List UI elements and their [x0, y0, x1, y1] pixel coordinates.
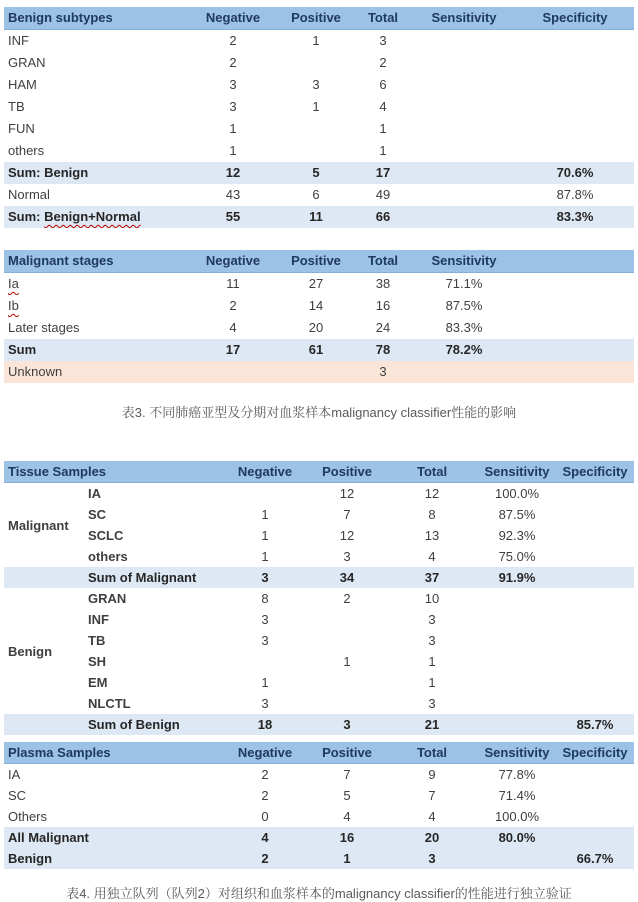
cell-negative: 2: [261, 767, 269, 782]
cell-sensitivity: [412, 184, 516, 206]
column-header-negative: Negative: [222, 742, 308, 764]
cell-negative: 3: [229, 99, 237, 114]
cell-total: 3: [379, 33, 387, 48]
cell-specificity: 83.3%: [516, 206, 634, 228]
cell-negative: 1: [261, 549, 269, 564]
cell-sensitivity: [478, 609, 556, 630]
cell-negative: 2: [261, 788, 269, 803]
cell-total: 4: [428, 549, 436, 564]
cell-negative: 4: [222, 827, 308, 848]
cell-sensitivity: 71.4%: [498, 788, 536, 803]
cell-total: 2: [379, 55, 387, 70]
row-label: others: [88, 549, 128, 564]
row-label: Others: [8, 809, 48, 824]
cell-total: 37: [386, 567, 478, 588]
cell-positive: 16: [308, 827, 386, 848]
cell-specificity: 85.7%: [556, 714, 634, 735]
cell-sensitivity: [478, 651, 556, 672]
column-header-negative: Negative: [188, 7, 278, 30]
cell-sensitivity: [412, 52, 516, 74]
cell-total: 4: [379, 99, 387, 114]
sum-of-benign-row: [4, 714, 634, 735]
cell-sensitivity: 100.0%: [494, 486, 540, 501]
cell-sensitivity: [478, 672, 556, 693]
label-prefix: Sum:: [8, 209, 45, 224]
table-row: [4, 483, 634, 505]
row-label: Sum: Benign: [4, 162, 188, 184]
column-header-malignant-stages: Malignant stages: [4, 250, 188, 273]
cell-negative: 3: [261, 696, 269, 711]
column-header-total: Total: [386, 461, 478, 483]
row-label: [4, 295, 188, 317]
cell-total: 3: [428, 696, 436, 711]
cell-sensitivity: 87.5%: [445, 298, 483, 313]
cell-specificity: [556, 693, 634, 714]
table-row: [4, 525, 634, 546]
cell-specificity: [516, 295, 634, 317]
row-label: SH: [88, 654, 107, 669]
cell-total: 8: [428, 507, 436, 522]
cell-negative: 2: [229, 33, 237, 48]
benign-subtypes-table: [4, 7, 634, 228]
column-header-specificity: Specificity: [556, 461, 634, 483]
cell-negative: 18: [222, 714, 308, 735]
cell-negative: 3: [229, 77, 237, 92]
row-label: others: [8, 143, 45, 158]
table3-caption: 表3. 不同肺癌亚型及分期对血浆样本malignancy classifier性能的影响: [121, 405, 517, 420]
cell-sensitivity: [478, 630, 556, 651]
cell-negative: 2: [229, 298, 237, 313]
all-malignant-row: [4, 827, 634, 848]
cell-total: 13: [424, 528, 440, 543]
cell-negative: 17: [188, 339, 278, 361]
row-label: SC: [8, 788, 27, 803]
column-header-positive: Positive: [308, 742, 386, 764]
table-header-row: [4, 250, 634, 273]
cell-specificity: [556, 525, 634, 546]
cell-negative: 4: [229, 320, 237, 335]
table-row: [4, 609, 634, 630]
cell-specificity: [556, 588, 634, 609]
row-label: All Malignant: [4, 827, 222, 848]
cell-positive: 3: [312, 77, 320, 92]
cell-sensitivity: [412, 74, 516, 96]
cell-specificity: [556, 764, 634, 786]
cell-positive: 61: [278, 339, 354, 361]
column-header-negative: Negative: [222, 461, 308, 483]
cell-specificity: [516, 52, 634, 74]
cell-positive: [278, 361, 354, 383]
row-label: SC: [88, 507, 107, 522]
table-row: [4, 30, 634, 53]
cell-negative: 3: [222, 567, 308, 588]
cell-positive: [278, 118, 354, 140]
cell-specificity: [556, 567, 634, 588]
cell-specificity: [556, 630, 634, 651]
column-header-positive: Positive: [308, 461, 386, 483]
cell-total: 1: [428, 654, 436, 669]
column-header-plasma-samples: Plasma Samples: [4, 742, 222, 764]
cell-sensitivity: 83.3%: [445, 320, 483, 335]
cell-total: 20: [386, 827, 478, 848]
cell-specificity: [556, 785, 634, 806]
table-row: [4, 118, 634, 140]
cell-specificity: [556, 483, 634, 505]
cell-total: 4: [428, 809, 436, 824]
cell-specificity: [556, 672, 634, 693]
cell-negative: 3: [261, 633, 269, 648]
table-gap: [4, 735, 634, 742]
table-gap: [4, 228, 634, 250]
table-row: [4, 693, 634, 714]
cell-sensitivity: 78.2%: [412, 339, 516, 361]
row-label: Sum of Malignant: [84, 567, 222, 588]
cell-negative: 0: [261, 809, 269, 824]
cell-total: 16: [375, 298, 391, 313]
cell-specificity: [556, 504, 634, 525]
cell-negative: 1: [229, 121, 237, 136]
table-row: [4, 273, 634, 296]
cell-sensitivity: [412, 118, 516, 140]
cell-sensitivity: [412, 361, 516, 383]
cell-positive: [308, 693, 386, 714]
malignant-stages-table: [4, 250, 634, 383]
cell-positive: 1: [312, 99, 320, 114]
row-label: Sum: [4, 339, 188, 361]
column-header-sensitivity: Sensitivity: [478, 742, 556, 764]
cell-positive: 27: [308, 276, 324, 291]
cell-specificity: [516, 339, 634, 361]
cell-empty: [4, 714, 84, 735]
table-header-row: [4, 742, 634, 764]
cell-sensitivity: 92.3%: [498, 528, 536, 543]
cell-positive: 1: [312, 33, 320, 48]
cell-total: 49: [375, 187, 391, 202]
row-label: TB: [88, 633, 106, 648]
column-header-positive: Positive: [278, 250, 354, 273]
row-label: FUN: [8, 121, 35, 136]
column-header-sensitivity: Sensitivity: [412, 7, 516, 30]
cell-positive: [278, 140, 354, 162]
cell-negative: 1: [229, 143, 237, 158]
cell-positive: 2: [343, 591, 351, 606]
cell-sensitivity: 80.0%: [478, 827, 556, 848]
column-header-benign-subtypes: Benign subtypes: [4, 7, 188, 30]
table-row: [4, 785, 634, 806]
row-label: Normal: [8, 187, 50, 202]
column-header-negative: Negative: [188, 250, 278, 273]
row-label: [4, 273, 188, 296]
column-header-total: Total: [354, 7, 412, 30]
cell-positive: 4: [343, 809, 351, 824]
table-row: [4, 74, 634, 96]
cell-sensitivity: [412, 206, 516, 228]
cell-total: 1: [379, 143, 387, 158]
unknown-row: [4, 361, 634, 383]
cell-negative: [222, 651, 308, 672]
cell-sensitivity: 91.9%: [478, 567, 556, 588]
row-label: NLCTL: [88, 696, 131, 711]
cell-total: 3: [354, 361, 412, 383]
cell-negative: 43: [225, 187, 241, 202]
cell-positive: 6: [312, 187, 320, 202]
cell-positive: 20: [308, 320, 324, 335]
cell-sensitivity: [478, 588, 556, 609]
cell-specificity: [516, 96, 634, 118]
cell-positive: 14: [308, 298, 324, 313]
tissue-samples-table: [4, 461, 634, 735]
cell-positive: 3: [343, 549, 351, 564]
table-row: [4, 184, 634, 206]
table-row: [4, 630, 634, 651]
row-label: INF: [8, 33, 29, 48]
cell-total: 1: [379, 121, 387, 136]
cell-sensitivity: 71.1%: [445, 276, 483, 291]
column-header-specificity: Specificity: [516, 7, 634, 30]
cell-specificity: [556, 609, 634, 630]
cell-sensitivity: [412, 140, 516, 162]
table-row: [4, 317, 634, 339]
table-row: [4, 546, 634, 567]
cell-specificity: [516, 273, 634, 296]
cell-total: 9: [428, 767, 436, 782]
cell-sensitivity: [412, 96, 516, 118]
table-row: [4, 672, 634, 693]
column-header-total: Total: [386, 742, 478, 764]
cell-positive: 12: [339, 528, 355, 543]
row-label: INF: [88, 612, 109, 627]
cell-sensitivity: [412, 30, 516, 53]
cell-positive: 7: [343, 767, 351, 782]
cell-negative: 12: [188, 162, 278, 184]
cell-negative: 11: [226, 276, 240, 291]
row-label: TB: [8, 99, 25, 114]
row-label: EM: [88, 675, 108, 690]
cell-positive: [278, 52, 354, 74]
cell-total: 1: [428, 675, 436, 690]
cell-positive: 5: [278, 162, 354, 184]
table-row: [4, 806, 634, 827]
cell-positive: 3: [308, 714, 386, 735]
cell-negative: 2: [229, 55, 237, 70]
table-row: [4, 764, 634, 786]
column-header-sensitivity: Sensitivity: [478, 461, 556, 483]
row-label: IA: [88, 486, 101, 501]
row-label: Unknown: [4, 361, 188, 383]
column-header-empty: [516, 250, 634, 273]
row-label: SCLC: [88, 528, 124, 543]
cell-negative: 1: [261, 675, 269, 690]
cell-specificity: [556, 806, 634, 827]
table-header-row: [4, 461, 634, 483]
cell-negative: 8: [261, 591, 269, 606]
cell-sensitivity: [412, 162, 516, 184]
sum-of-malignant-row: [4, 567, 634, 588]
table-row: [4, 96, 634, 118]
cell-specificity: [556, 827, 634, 848]
row-label: GRAN: [8, 55, 46, 70]
cell-specificity: [516, 74, 634, 96]
cell-negative: [188, 361, 278, 383]
cell-specificity: [516, 30, 634, 53]
cell-positive: 11: [278, 206, 354, 228]
cell-negative: 3: [261, 612, 269, 627]
cell-total: 3: [428, 612, 436, 627]
cell-negative: 1: [261, 528, 269, 543]
cell-positive: 34: [308, 567, 386, 588]
row-label: [4, 206, 188, 228]
cell-sensitivity: 75.0%: [498, 549, 536, 564]
cell-positive: 1: [308, 848, 386, 869]
column-header-specificity: Specificity: [556, 742, 634, 764]
table-row: [4, 504, 634, 525]
cell-positive: 1: [343, 654, 351, 669]
cell-specificity: [516, 361, 634, 383]
cell-total: 78: [354, 339, 412, 361]
cell-specificity: [556, 546, 634, 567]
table-row: [4, 588, 634, 609]
cell-positive: [308, 672, 386, 693]
cell-total: 21: [386, 714, 478, 735]
table-row: [4, 140, 634, 162]
row-label: HAM: [8, 77, 37, 92]
cell-positive: [308, 630, 386, 651]
benign-summary-row: [4, 848, 634, 869]
row-label: Benign: [4, 848, 222, 869]
cell-total: 3: [428, 633, 436, 648]
cell-sensitivity: [478, 693, 556, 714]
cell-negative: 1: [261, 507, 269, 522]
cell-total: 24: [375, 320, 391, 335]
group-label-malignant: Malignant: [8, 517, 69, 533]
cell-specificity: [556, 651, 634, 672]
table-row: [4, 295, 634, 317]
column-header-tissue-samples: Tissue Samples: [4, 461, 222, 483]
column-header-positive: Positive: [278, 7, 354, 30]
cell-total: 3: [386, 848, 478, 869]
row-label: Sum of Benign: [84, 714, 222, 735]
plasma-samples-table: [4, 742, 634, 869]
sum-benign-row: [4, 162, 634, 184]
row-label: Later stages: [8, 320, 80, 335]
row-label: IA: [8, 767, 21, 782]
cell-total: 10: [424, 591, 440, 606]
cell-negative: [222, 483, 308, 505]
cell-empty: [4, 567, 84, 588]
row-label: GRAN: [88, 591, 127, 606]
cell-sensitivity: [478, 714, 556, 735]
table-row: [4, 52, 634, 74]
cell-negative: 55: [188, 206, 278, 228]
cell-positive: 7: [343, 507, 351, 522]
label-spellcheck-squiggle: Benign+Normal: [44, 209, 141, 224]
label-spellcheck-squiggle: Ia: [8, 276, 19, 291]
group-label-benign: Benign: [8, 643, 53, 659]
label-spellcheck-squiggle: Ib: [8, 298, 19, 313]
table-row: [4, 651, 634, 672]
cell-total: 66: [354, 206, 412, 228]
cell-total: 38: [375, 276, 391, 291]
cell-sensitivity: 87.5%: [498, 507, 536, 522]
cell-positive: [308, 609, 386, 630]
cell-positive: 12: [339, 486, 355, 501]
table-header-row: [4, 7, 634, 30]
cell-positive: 5: [343, 788, 351, 803]
cell-specificity: [516, 140, 634, 162]
column-header-sensitivity: Sensitivity: [412, 250, 516, 273]
table4-caption: 表4. 用独立队列（队列2）对组织和血浆样本的malignancy classifier的性能进行独立验证: [66, 886, 572, 901]
cell-specificity: 66.7%: [556, 848, 634, 869]
cell-total: 12: [424, 486, 440, 501]
cell-sensitivity: 100.0%: [494, 809, 540, 824]
cell-specificity: [516, 317, 634, 339]
sum-row: [4, 339, 634, 361]
column-header-total: Total: [354, 250, 412, 273]
cell-total: 7: [428, 788, 436, 803]
cell-sensitivity: [478, 848, 556, 869]
sum-benign-normal-row: [4, 206, 634, 228]
cell-negative: 2: [222, 848, 308, 869]
cell-total: 17: [354, 162, 412, 184]
cell-total: 6: [379, 77, 387, 92]
cell-specificity: 70.6%: [516, 162, 634, 184]
cell-specificity: 87.8%: [556, 187, 594, 202]
cell-specificity: [516, 118, 634, 140]
cell-sensitivity: 77.8%: [498, 767, 536, 782]
